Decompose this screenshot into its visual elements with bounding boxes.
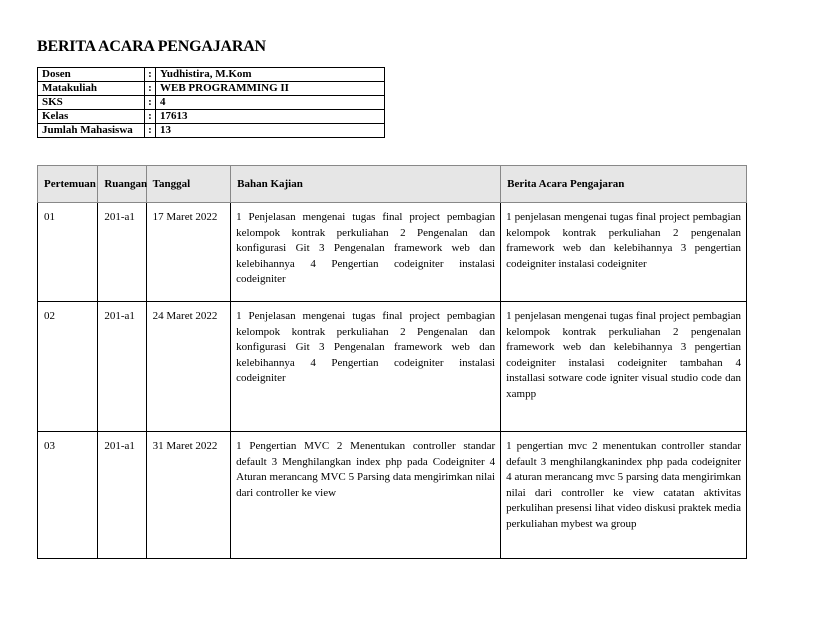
info-separator: : (145, 68, 156, 82)
document-title: BERITA ACARA PENGAJARAN (37, 38, 266, 55)
table-header-row (38, 166, 747, 203)
info-value: 13 (156, 124, 385, 138)
cell-ruangan: 201-a1 (98, 203, 146, 302)
info-value: Yudhistira, M.Kom (156, 68, 385, 82)
cell-pertemuan: 03 (38, 432, 98, 559)
info-row-kelas (38, 110, 385, 124)
cell-bahan-kajian: 1 Pengertian MVC 2 Menentukan controller standar default 3 Menghilangkan index php pada Codeigniter 4 Aturan merancang MVC 5 Parsing data mengirimkan nilai dari controller ke view (231, 432, 501, 559)
info-value: 4 (156, 96, 385, 110)
info-row-jumlah-mahasiswa (38, 124, 385, 138)
info-value: WEB PROGRAMMING II (156, 82, 385, 96)
header-pertemuan: Pertemuan (38, 166, 98, 203)
info-separator: : (145, 110, 156, 124)
info-row-sks (38, 96, 385, 110)
info-row-matakuliah (38, 82, 385, 96)
table-row (38, 432, 747, 559)
header-tanggal: Tanggal (146, 166, 231, 203)
info-label: Jumlah Mahasiswa (38, 124, 145, 138)
info-label: Kelas (38, 110, 145, 124)
info-label: Matakuliah (38, 82, 145, 96)
header-berita-acara: Berita Acara Pengajaran (501, 166, 747, 203)
cell-pertemuan: 02 (38, 302, 98, 432)
info-label: Dosen (38, 68, 145, 82)
cell-tanggal: 31 Maret 2022 (146, 432, 231, 559)
cell-ruangan: 201-a1 (98, 302, 146, 432)
header-ruangan: Ruangan (98, 166, 146, 203)
table-row (38, 302, 747, 432)
cell-tanggal: 24 Maret 2022 (146, 302, 231, 432)
info-separator: : (145, 124, 156, 138)
cell-berita-acara: 1 pengertian mvc 2 menentukan controller standar default 3 menghilangkanindex php pada codeigniter 4 aturan merancang mvc 5 parsing data mengirimkan nilai dari controller ke view catatan aktivitas perkulihan presensi lihat video diskusi praktek media perkuliahan mybest wa group (501, 432, 747, 559)
cell-ruangan: 201-a1 (98, 432, 146, 559)
cell-tanggal: 17 Maret 2022 (146, 203, 231, 302)
cell-bahan-kajian: 1 Penjelasan mengenai tugas final project pembagian kelompok kontrak perkuliahan 2 Pengenalan dan konfigurasi Git 3 Pengenalan framework web dan kelebihannya 4 Pengertian codeigniter instalasi codeigniter (231, 203, 501, 302)
cell-bahan-kajian: 1 Penjelasan mengenai tugas final project pembagian kelompok kontrak perkuliahan 2 Pengenalan dan konfigurasi Git 3 Pengenalan framework web dan kelebihannya 4 Pengertian codeigniter instalasi codeigniter (231, 302, 501, 432)
info-separator: : (145, 96, 156, 110)
info-separator: : (145, 82, 156, 96)
info-row-dosen (38, 68, 385, 82)
header-bahan-kajian: Bahan Kajian (231, 166, 501, 203)
cell-berita-acara: 1 penjelasan mengenai tugas final project pembagian kelompok kontrak perkuliahan 2 pengenalan framework web dan kelebihannya 3 pengertian codeigniter instalasi codeigniter tambahan 4 installasi sotware code igniter visual studio code dan xampp (501, 302, 747, 432)
cell-berita-acara: 1 penjelasan mengenai tugas final project pembagian kelompok kontrak perkuliahan 2 pengenalan framework web dan kelebihannya 3 pengertian codeigniter instalasi codeigniter (501, 203, 747, 302)
cell-pertemuan: 01 (38, 203, 98, 302)
table-row (38, 203, 747, 302)
teaching-log-table (37, 165, 747, 559)
info-value: 17613 (156, 110, 385, 124)
info-label: SKS (38, 96, 145, 110)
course-info-table (37, 67, 385, 138)
